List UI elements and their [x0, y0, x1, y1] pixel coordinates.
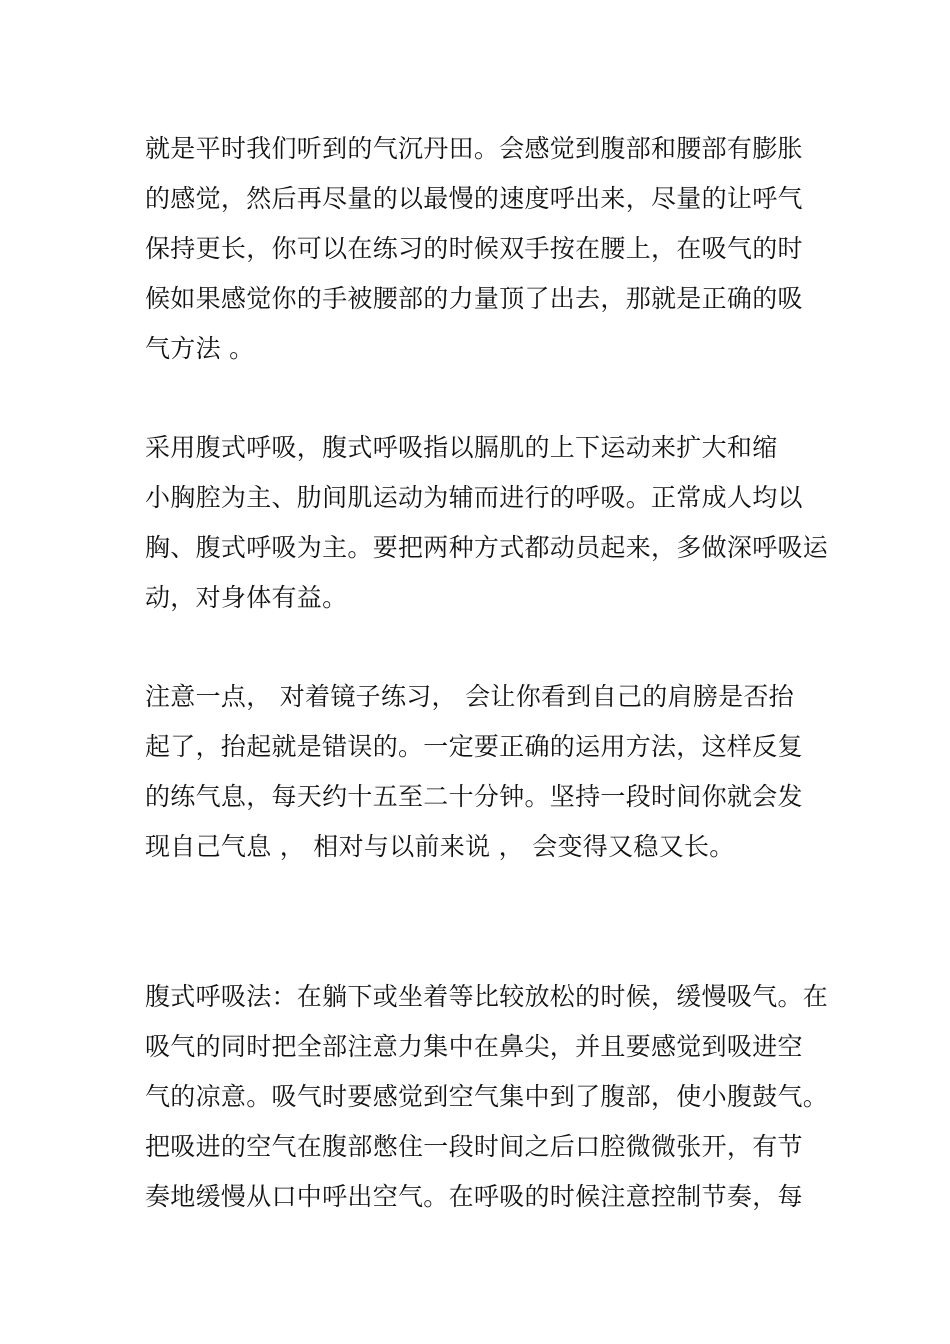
text-line: 奏地缓慢从口中呼出空气。在呼吸的时候注意控制节奏，每: [145, 1182, 803, 1211]
text-line: 就是平时我们听到的气沉丹田。会感觉到腹部和腰部有膨胀: [145, 134, 803, 163]
text-line: 采用腹式呼吸，腹式呼吸指以膈肌的上下运动来扩大和缩: [145, 433, 778, 462]
text-line: 把吸进的空气在腹部憋住一段时间之后口腔微微张开，有节: [145, 1132, 803, 1161]
text-line: 腹式呼吸法：在躺下或坐着等比较放松的时候，缓慢吸气。在: [145, 982, 829, 1011]
text-line: 保持更长，你可以在练习的时候双手按在腰上，在吸气的时: [145, 234, 803, 263]
text-line: 现自己气息 ， 相对与以前来说 ， 会变得又稳又长。: [145, 832, 735, 861]
text-line: 起了，抬起就是错误的。一定要正确的运用方法，这样反复: [145, 732, 803, 761]
text-line: 候如果感觉你的手被腰部的力量顶了出去，那就是正确的吸: [145, 284, 803, 313]
text-line: 吸气的同时把全部注意力集中在鼻尖，并且要感觉到吸进空: [145, 1032, 803, 1061]
text-line: 动，对身体有益。: [145, 583, 348, 612]
text-line: 的练气息，每天约十五至二十分钟。坚持一段时间你就会发: [145, 782, 803, 811]
text-line: 气的凉意。吸气时要感觉到空气集中到了腹部，使小腹鼓气。: [145, 1082, 829, 1111]
text-line: 小胸腔为主、肋间肌运动为辅而进行的呼吸。正常成人均以: [145, 483, 803, 512]
text-line: 注意一点， 对着镜子练习， 会让你看到自己的肩膀是否抬: [145, 682, 794, 711]
text-line: 气方法 。: [145, 334, 255, 363]
text-line: 胸、腹式呼吸为主。要把两种方式都动员起来，多做深呼吸运: [145, 533, 829, 562]
text-line: 的感觉，然后再尽量的以最慢的速度呼出来，尽量的让呼气: [145, 184, 803, 213]
